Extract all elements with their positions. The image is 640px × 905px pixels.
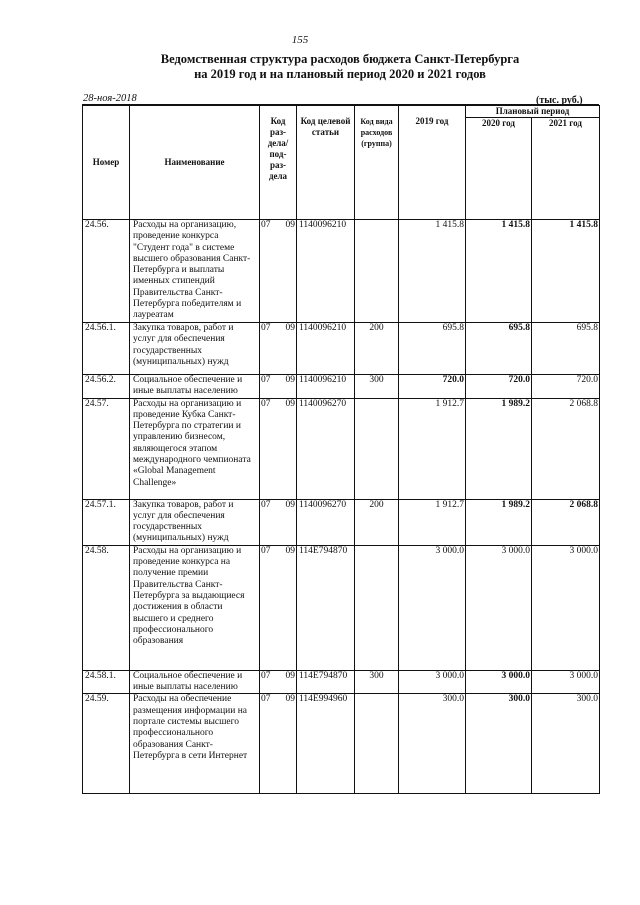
table-row [83,499,600,545]
row-amount-2021: 300.0 [532,694,600,794]
row-article-code: 1140096210 [297,375,355,399]
page-number: 155 [291,34,309,46]
row-section: 07 [261,545,271,556]
row-amount-2021: 720.0 [532,375,600,399]
row-section: 07 [261,670,271,681]
row-number: 24.57.1. [83,499,130,545]
row-name: Закупка товаров, работ и услуг для обеспечения государственных (муниципальных) нужд [130,499,260,545]
row-section-code [260,323,297,375]
row-expense-type: 300 [355,375,399,399]
row-amount-2019: 1 415.8 [399,220,466,323]
row-expense-type [355,694,399,794]
row-article-code: 1140096210 [297,220,355,323]
expense-table [82,105,600,794]
row-amount-2020: 720.0 [466,375,532,399]
row-article-code: 1140096270 [297,499,355,545]
row-amount-2021: 1 415.8 [532,220,600,323]
row-amount-2019: 1 912.7 [399,499,466,545]
row-section-code [260,220,297,323]
document-date: 28-ноя-2018 [83,93,137,104]
table-row [83,670,600,694]
title-line-1: Ведомственная структура расходов бюджета Санкт-Петербурга [160,52,520,66]
row-amount-2019: 1 912.7 [399,398,466,499]
row-subsection: 09 [285,545,295,556]
row-name: Социальное обеспечение и иные выплаты населению [130,375,260,399]
row-name: Расходы на организацию, проведение конкурса "Студент года" в системе высшего образования Санкт-Петербурга и выплаты именных стипендий Правительства Санкт-Петербурга победителям и лауреатам [130,220,260,323]
row-number: 24.56.1. [83,323,130,375]
title-line-2: на 2019 год и на плановый период 2020 и 2021 годов [194,67,486,81]
units-label: (тыс. руб.) [536,95,583,106]
row-article-code: 1140096210 [297,323,355,375]
row-amount-2019: 720.0 [399,375,466,399]
row-section-code [260,375,297,399]
row-section-code [260,670,297,694]
header-article-code: Код целевой статьи [297,106,355,220]
row-section: 07 [261,375,271,385]
row-section-code [260,499,297,545]
header-section-code: Код раз-дела/ под-раз-дела [260,106,297,220]
row-article-code: 1140096270 [297,398,355,499]
row-section: 07 [261,694,271,705]
table-row [83,694,600,794]
table-row [83,323,600,375]
row-amount-2020: 3 000.0 [466,545,532,670]
row-number: 24.59. [83,694,130,794]
row-article-code: 114E794870 [297,545,355,670]
row-name: Расходы на обеспечение размещения информации на портале системы высшего профессионального образования Санкт-Петербурга в сети Интернет [130,694,260,794]
row-subsection: 09 [285,670,295,681]
row-expense-type [355,545,399,670]
table-row [83,398,600,499]
header-expense-type: Код вида расходов (группа) [355,106,399,220]
row-amount-2020: 1 989.2 [466,499,532,545]
row-subsection: 09 [285,499,295,510]
row-section: 07 [261,499,271,510]
table-row [83,375,600,399]
row-amount-2021: 2 068.8 [532,398,600,499]
table-row [83,220,600,323]
row-number: 24.58.1. [83,670,130,694]
row-number: 24.56.2. [83,375,130,399]
row-article-code: 114E794870 [297,670,355,694]
row-amount-2020: 3 000.0 [466,670,532,694]
row-amount-2021: 3 000.0 [532,670,600,694]
row-expense-type: 200 [355,323,399,375]
row-subsection: 09 [285,323,295,333]
row-amount-2020: 1 989.2 [466,398,532,499]
row-amount-2021: 695.8 [532,323,600,375]
header-name: Наименование [130,106,260,220]
row-section-code [260,694,297,794]
row-amount-2020: 695.8 [466,323,532,375]
row-subsection: 09 [285,220,295,230]
row-amount-2021: 3 000.0 [532,545,600,670]
row-subsection: 09 [285,398,295,409]
header-2019: 2019 год [399,106,466,220]
row-amount-2020: 300.0 [466,694,532,794]
row-amount-2021: 2 068.8 [532,499,600,545]
header-2021: 2021 год [532,118,600,220]
row-name: Социальное обеспечение и иные выплаты населению [130,670,260,694]
row-amount-2019: 695.8 [399,323,466,375]
row-name: Закупка товаров, работ и услуг для обеспечения государственных (муниципальных) нужд [130,323,260,375]
row-expense-type: 300 [355,670,399,694]
row-number: 24.56. [83,220,130,323]
row-name: Расходы на организацию и проведение Кубка Санкт-Петербурга по стратегии и управлению бизнесом, являющегося этапом международного чемпионата «Global Management Challenge» [130,398,260,499]
row-section: 07 [261,220,271,230]
header-2020: 2020 год [466,118,532,220]
row-section: 07 [261,398,271,409]
document-title [60,52,620,82]
table-row [83,545,600,670]
row-subsection: 09 [285,375,295,385]
row-expense-type: 200 [355,499,399,545]
row-expense-type [355,398,399,499]
header-plan-period: Плановый период [466,106,600,118]
row-article-code: 114E994960 [297,694,355,794]
row-section-code [260,545,297,670]
row-number: 24.57. [83,398,130,499]
row-amount-2019: 3 000.0 [399,670,466,694]
header-number: Номер [83,106,130,220]
row-subsection: 09 [285,694,295,705]
row-amount-2020: 1 415.8 [466,220,532,323]
row-section-code [260,398,297,499]
row-number: 24.58. [83,545,130,670]
row-amount-2019: 3 000.0 [399,545,466,670]
row-expense-type [355,220,399,323]
row-section: 07 [261,323,271,333]
row-name: Расходы на организацию и проведение конкурса на получение премии Правительства Санкт-Петербурга за выдающиеся достижения в области высшего и среднего профессионального образования [130,545,260,670]
row-amount-2019: 300.0 [399,694,466,794]
